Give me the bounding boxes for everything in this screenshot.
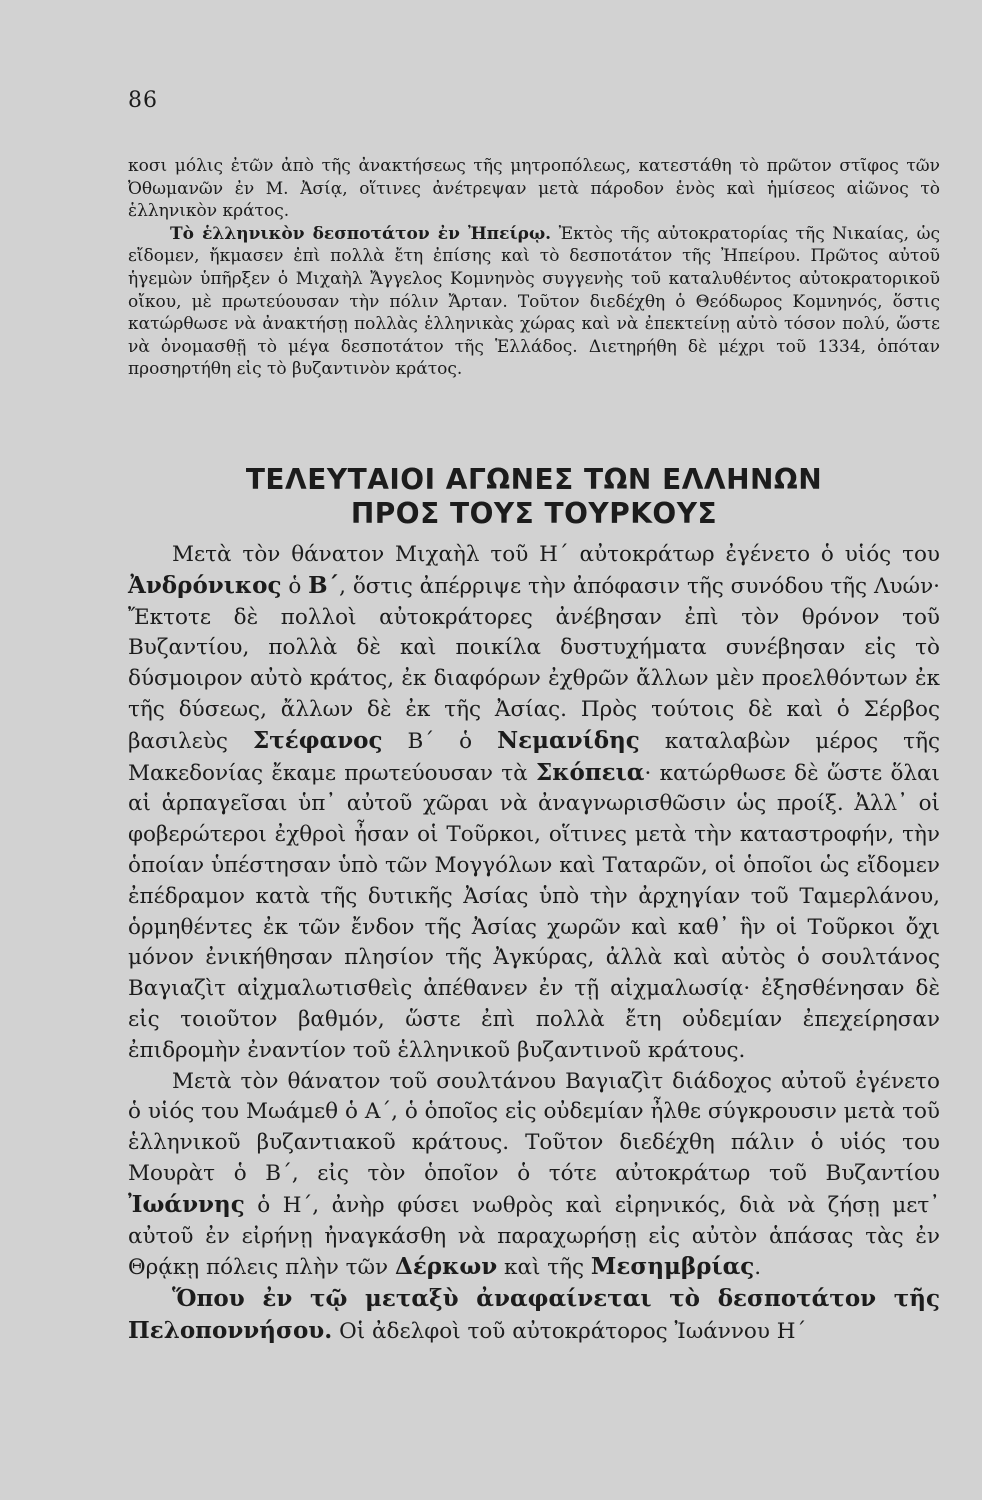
paragraph-3: Ὅπου ἐν τῷ μεταξὺ ἀναφαίνεται τὸ δεσποτάτον τῆς Πελοποννήσου. Οἱ ἀδελφοὶ τοῦ αὐτοκράτορος Ἰωάννου Η΄ xyxy=(128,1285,940,1344)
main-text-block xyxy=(128,540,940,1348)
intro-paragraph: κοσι μόλις ἐτῶν ἀπὸ τῆς ἀνακτήσεως τῆς μητροπόλεως, κατεστάθη τὸ πρῶτον στῖφος τῶν Ὀθωμανῶν ἐν Μ. Ἀσίᾳ, οἵτινες ἀνέτρεψαν μετὰ πάροδον ἑνὸς καὶ ἡμίσεος αἰῶνος τὸ ἑλληνικὸν κράτος. xyxy=(128,156,940,222)
epirus-paragraph: Τὸ ἑλληνικὸν δεσποτάτον ἐν Ἠπείρῳ. Ἐκτὸς τῆς αὐτοκρατορίας τῆς Νικαίας, ὡς εἴδομεν, ἤκμασεν ἐπὶ πολλὰ ἔτη ἐπίσης καὶ τὸ δεσποτάτον τῆς Ἠπείρου. Πρῶτος αὐτοῦ ἡγεμὼν ὑπῆρξεν ὁ Μιχαὴλ Ἄγγελος Κομνηνὸς συγγενὴς τοῦ καταλυθέντος αὐτοκρατορικοῦ οἴκου, μὲ πρωτεύουσαν τὴν πόλιν Ἄρταν. Τοῦτον διεδέχθη ὁ Θεόδωρος Κομνηνός, ὅστις κατώρθωσε νὰ ἀνακτήσῃ πολλὰς ἑλληνικὰς χώρας καὶ νὰ ἐπεκτείνῃ αὐτὸ τόσον πολύ, ὥστε νὰ ὀνομασθῇ τὸ μέγα δεσποτάτον τῆς Ἑλλάδος. Διετηρήθη δὲ μέχρι τοῦ 1334, ὁπόταν προσηρτήθη εἰς τὸ βυζαντινὸν κράτος. xyxy=(128,223,940,380)
paragraph-2: Μετὰ τὸν θάνατον τοῦ σουλτάνου Βαγιαζὶτ διάδοχος αὐτοῦ ἐγένετο ὁ υἱός του Μωάμεθ ὁ Α΄, ὁ ὁποῖος εἰς οὐδεμίαν ἦλθε σύγκρουσιν μετὰ τοῦ ἑλληνικοῦ βυζαντιακοῦ κράτους. Τοῦτον διεδέχθη πάλιν ὁ υἱός του Μουρὰτ ὁ Β΄, εἰς τὸν ὁποῖον ὁ τότε αὐτοκράτωρ τοῦ Βυζαντίου Ἰωάννης ὁ Η΄, ἀνὴρ φύσει νωθρὸς καὶ εἰρηνικός, διὰ νὰ ζήσῃ μετ᾿ αὐτοῦ ἐν εἰρήνῃ ἠναγκάσθη νὰ παραχωρήσῃ εἰς αὐτὸν ἁπάσας τὰς ἐν Θρᾴκῃ πόλεις πλὴν τῶν Δέρκων καὶ τῆς Μεσημβρίας. xyxy=(128,1068,940,1281)
place-skopeia: Σκόπεια xyxy=(535,758,645,786)
place-mesimvria: Μεσημβρίας xyxy=(590,1253,755,1281)
section-title-line2: ΠΡΟΣ ΤΟΥΣ ΤΟΥΡΚΟΥΣ xyxy=(350,497,718,530)
name-ioannis: Ἰωάννης xyxy=(128,1190,245,1218)
name-nemanidis: Νεμανίδης xyxy=(497,726,640,754)
epirus-heading: Τὸ ἑλληνικὸν δεσποτάτον ἐν Ἠπείρῳ. xyxy=(170,223,552,244)
page-number: 86 xyxy=(128,88,158,113)
section-title-line1: ΤΕΛΕΥΤΑΙΟΙ ΑΓΩΝΕΣ ΤΩΝ ΕΛΛΗΝΩΝ xyxy=(245,463,823,496)
name-stefanos: Στέφανος xyxy=(252,726,383,754)
peloponnese-heading: Ὅπου ἐν τῷ μεταξὺ ἀναφαίνεται τὸ δεσποτάτον τῆς Πελοποννήσου. xyxy=(128,1285,940,1344)
section-title xyxy=(128,463,940,531)
intro-text-block xyxy=(128,155,940,381)
paragraph-1: Μετὰ τὸν θάνατον Μιχαὴλ τοῦ Η΄ αὐτοκράτωρ ἐγένετο ὁ υἱός του Ἀνδρόνικος ὁ Β΄, ὅστις ἀπέρριψε τὴν ἀπόφασιν τῆς συνόδου τῆς Λυών· Ἔκτοτε δὲ πολλοὶ αὐτοκράτορες ἀνέβησαν ἐπὶ τὸν θρόνον τοῦ Βυζαντίου, πολλὰ δὲ καὶ ποικίλα δυστυχήματα συνέβησαν εἰς τὸ δύσμοιρον αὐτὸ κράτος, ἐκ διαφόρων ἐχθρῶν ἄλλων μὲν προελθόντων ἐκ τῆς δύσεως, ἄλλων δὲ ἐκ τῆς Ἀσίας. Πρὸς τούτοις δὲ καὶ ὁ Σέρβος βασιλεὺς Στέφανος Β΄ ὁ Νεμανίδης καταλαβὼν μέρος τῆς Μακεδονίας ἔκαμε πρωτεύουσαν τὰ Σκόπεια· κατώρθωσε δὲ ὥστε ὅλαι αἱ ἁρπαγεῖσαι ὑπ᾿ αὐτοῦ χῶραι νὰ ἀναγνωρισθῶσιν ὡς προίξ. Ἀλλ᾿ οἱ φοβερώτεροι ἐχθροὶ ἦσαν οἱ Τοῦρκοι, οἵτινες μετὰ τὴν καταστροφήν, τὴν ὁποίαν ὑπέστησαν ὑπὸ τῶν Μογγόλων καὶ Ταταρῶν, οἱ ὁποῖοι ὡς εἴδομεν ἐπέδραμον κατὰ τῆς δυτικῆς Ἀσίας ὑπὸ τὴν ἀρχηγίαν τοῦ Ταμερλάνου, ὁρμηθέντες ἐκ τῶν ἔνδον τῆς Ἀσίας χωρῶν καὶ καθ᾿ ἣν οἱ Τοῦρκοι ὄχι μόνον ἐνικήθησαν πλησίον τῆς Ἀγκύρας, ἀλλὰ καὶ αὐτὸς ὁ σουλτάνος Βαγιαζὶτ αἰχμαλωτισθεὶς ἀπέθανεν ἐν τῇ αἰχμαλωσίᾳ· ἐξησθένησαν δὲ εἰς τοιοῦτον βαθμόν, ὥστε ἐπὶ πολλὰ ἔτη οὐδεμίαν ἐπεχείρησαν ἐπιδρομὴν ἐναντίον τοῦ ἑλληνικοῦ βυζαντινοῦ κράτους. xyxy=(128,542,941,1063)
place-derkon: Δέρκων xyxy=(394,1253,498,1281)
name-andronikos: Ἀνδρόνικος xyxy=(128,571,282,599)
